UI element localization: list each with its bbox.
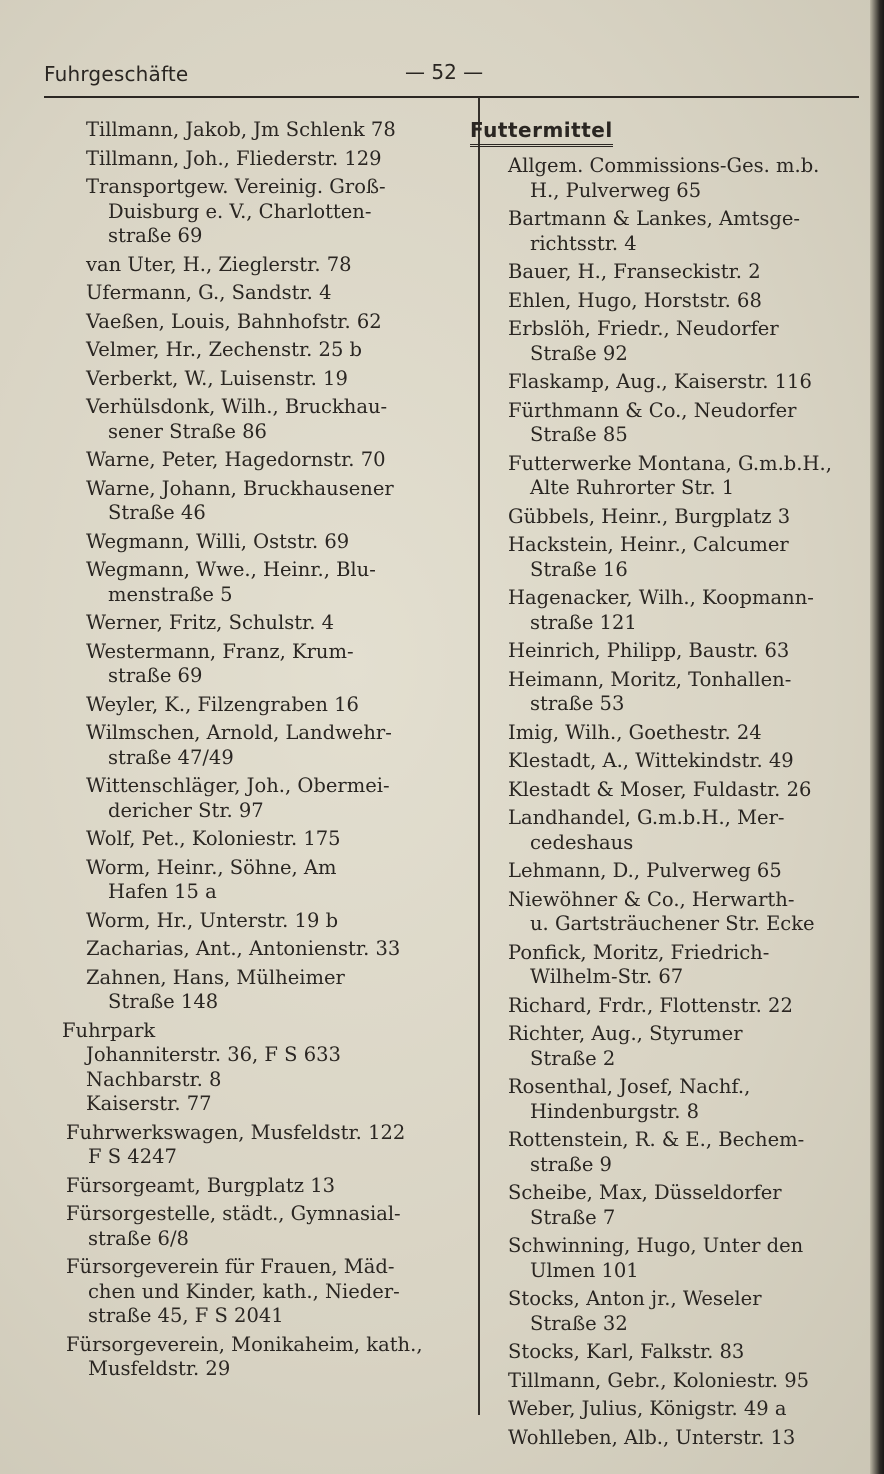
entry-continuation: Musfeldstr. 29 — [88, 1357, 231, 1380]
directory-entry — [508, 1397, 874, 1422]
entry-continuation: straße 9 — [530, 1152, 612, 1176]
left-tail-entries — [66, 1121, 458, 1382]
entry-line: Richter, Aug., Styrumer — [508, 1022, 743, 1045]
directory-entry — [86, 477, 458, 526]
entry-line: Stocks, Karl, Falkstr. 83 — [508, 1340, 745, 1363]
entry-line: Stocks, Anton jr., Weseler — [508, 1287, 762, 1310]
directory-entry — [86, 693, 458, 718]
entry-continuation: Hindenburgstr. 8 — [530, 1099, 700, 1123]
directory-entry — [86, 310, 458, 335]
entry-line: Hagenacker, Wilh., Koopmann- — [508, 586, 814, 609]
header-rule — [44, 96, 859, 98]
directory-entry — [86, 827, 458, 852]
entry-line: Schwinning, Hugo, Unter den — [508, 1234, 804, 1257]
directory-entry — [86, 118, 458, 143]
entry-line: Ehlen, Hugo, Horststr. 68 — [508, 288, 762, 312]
entry-line: Wittenschläger, Joh., Obermei- — [86, 774, 390, 797]
fuhrpark-address: Nachbarstr. 8 — [86, 1067, 222, 1091]
entry-line: Erbslöh, Friedr., Neudorfer — [508, 317, 779, 340]
entry-continuation: richtsstr. 4 — [530, 231, 637, 255]
entry-continuation: menstraße 5 — [108, 582, 233, 606]
directory-entry — [508, 1369, 874, 1394]
directory-entry — [508, 668, 874, 717]
directory-entry — [508, 994, 874, 1019]
directory-entry — [508, 1022, 874, 1071]
entry-line: Rosenthal, Josef, Nachf., — [508, 1075, 751, 1098]
entry-continuation: straße 69 — [108, 664, 203, 687]
directory-entry — [86, 448, 458, 473]
directory-entry — [508, 888, 874, 937]
directory-entry — [86, 611, 458, 636]
entry-line: Velmer, Hr., Zechenstr. 25 b — [86, 338, 363, 361]
directory-entry — [508, 260, 874, 285]
entry-continuation: Straße 85 — [530, 423, 628, 446]
entry-line: Weyler, K., Filzengraben 16 — [86, 692, 359, 716]
directory-entry — [66, 1255, 458, 1329]
entry-line: Verberkt, W., Luisenstr. 19 — [86, 366, 348, 390]
directory-entry — [86, 558, 458, 607]
entry-continuation: u. Gartsträuchener Str. Ecke — [530, 912, 815, 935]
entry-continuation: cedeshaus — [530, 830, 634, 854]
entry-continuation: Alte Ruhrorter Str. 1 — [530, 476, 735, 499]
entry-line: Flaskamp, Aug., Kaiserstr. 116 — [508, 370, 812, 393]
fuhrpark-lines — [62, 1043, 458, 1117]
fuhrpark-block — [62, 1019, 458, 1117]
entry-line: Gübbels, Heinr., Burgplatz 3 — [508, 504, 791, 528]
directory-entry — [508, 639, 874, 664]
directory-entry — [86, 395, 458, 444]
fuhrpark-address: Johanniterstr. 36, F S 633 — [86, 1043, 341, 1066]
directory-entry — [508, 778, 874, 803]
directory-entry — [508, 1181, 874, 1230]
entry-continuation: straße 53 — [530, 692, 625, 715]
entry-line: Vaeßen, Louis, Bahnhofstr. 62 — [86, 309, 382, 333]
entry-line: Bauer, H., Franseckistr. 2 — [508, 260, 761, 283]
entry-line: Niewöhner & Co., Herwarth- — [508, 887, 795, 911]
entry-line: Lehmann, D., Pulverweg 65 — [508, 859, 782, 882]
directory-entry — [508, 721, 874, 746]
entry-line: Westermann, Franz, Krum- — [86, 639, 354, 663]
entry-line: Weber, Julius, Königstr. 49 a — [508, 1397, 787, 1420]
directory-entry — [86, 774, 458, 823]
entry-line: Richard, Frdr., Flottenstr. 22 — [508, 993, 793, 1017]
entry-line: Zahnen, Hans, Mülheimer — [86, 965, 345, 989]
directory-entry — [508, 505, 874, 530]
entry-line: Heimann, Moritz, Tonhallen- — [508, 667, 792, 691]
entry-line: Landhandel, G.m.b.H., Mer- — [508, 806, 785, 829]
entry-line: Futterwerke Montana, G.m.b.H., — [508, 451, 832, 475]
entry-line: Fuhrwerkswagen, Musfeldstr. 122 — [66, 1120, 406, 1144]
entry-line: Fürsorgeamt, Burgplatz 13 — [66, 1173, 336, 1197]
entry-line: Tillmann, Jakob, Jm Schlenk 78 — [86, 118, 396, 141]
entry-continuation: Wilhelm-Str. 67 — [530, 965, 684, 988]
entry-line: Warne, Johann, Bruckhausener — [86, 476, 394, 500]
directory-entry — [508, 1426, 874, 1451]
directory-entry — [86, 909, 458, 934]
directory-entry — [508, 586, 874, 635]
entry-line: Worm, Hr., Unterstr. 19 b — [86, 908, 339, 932]
entry-line: Rottenstein, R. & E., Bechem- — [508, 1128, 805, 1151]
entry-line: Verhülsdonk, Wilh., Bruckhau- — [86, 395, 388, 418]
entry-continuation: Duisburg e. V., Charlotten- — [108, 199, 372, 223]
entry-continuation: F S 4247 — [88, 1145, 177, 1168]
right-column — [508, 154, 874, 1454]
running-header-section: Fuhrgeschäfte — [44, 62, 189, 86]
entry-line: Wilmschen, Arnold, Landwehr- — [86, 721, 392, 744]
fuhrpark-address: Kaiserstr. 77 — [86, 1092, 212, 1115]
entry-line: Scheibe, Max, Düsseldorfer — [508, 1181, 782, 1204]
directory-entry — [508, 1075, 874, 1124]
entry-line: Fürsorgeverein, Monikaheim, kath., — [66, 1332, 423, 1356]
entry-continuation: Straße 16 — [530, 557, 628, 581]
entry-continuation: Ulmen 101 — [530, 1258, 639, 1282]
entry-continuation: Straße 32 — [530, 1311, 628, 1335]
directory-entry — [508, 1340, 874, 1365]
entry-continuation: H., Pulverweg 65 — [530, 178, 702, 202]
section-heading-futtermittel: Futtermittel — [470, 118, 613, 147]
entry-line: Fürsorgestelle, städt., Gymnasial- — [66, 1202, 401, 1225]
entry-line: Tillmann, Joh., Fliederstr. 129 — [86, 146, 382, 170]
entry-continuation: Straße 2 — [530, 1046, 616, 1070]
entry-line: Klestadt & Moser, Fuldastr. 26 — [508, 777, 812, 801]
entry-continuation: straße 69 — [108, 224, 203, 247]
entry-continuation: Straße 7 — [530, 1205, 616, 1229]
entry-continuation: sener Straße 86 — [108, 419, 267, 443]
directory-entry — [508, 1128, 874, 1177]
entry-continuation: straße 121 — [530, 610, 637, 634]
directory-entry — [86, 530, 458, 555]
directory-entry — [508, 806, 874, 855]
entry-line: Zacharias, Ant., Antonienstr. 33 — [86, 937, 401, 960]
entry-line: Werner, Fritz, Schulstr. 4 — [86, 611, 335, 634]
entry-line: Klestadt, A., Wittekindstr. 49 — [508, 749, 794, 772]
entry-line: Heinrich, Philipp, Baustr. 63 — [508, 639, 790, 662]
directory-entry — [86, 937, 458, 962]
directory-entry — [86, 253, 458, 278]
entry-line: Wohlleben, Alb., Unterstr. 13 — [508, 1425, 796, 1449]
entry-continuation: dericher Str. 97 — [108, 798, 264, 822]
directory-entry — [508, 317, 874, 366]
directory-entry — [508, 859, 874, 884]
entry-line: Transportgew. Vereinig. Groß- — [86, 175, 386, 198]
entry-line: Tillmann, Gebr., Koloniestr. 95 — [508, 1368, 810, 1392]
directory-entry — [508, 941, 874, 990]
directory-entry — [66, 1174, 458, 1199]
directory-entry — [86, 281, 458, 306]
entry-line: Ponfick, Moritz, Friedrich- — [508, 940, 770, 964]
directory-entry — [508, 370, 874, 395]
directory-entry — [508, 749, 874, 774]
left-column — [62, 118, 458, 1386]
entry-continuation: Hafen 15 a — [108, 880, 217, 903]
entry-line: Wegmann, Wwe., Heinr., Blu- — [86, 558, 376, 581]
entry-line: Wolf, Pet., Koloniestr. 175 — [86, 827, 341, 850]
entry-line: Hackstein, Heinr., Calcumer — [508, 533, 789, 556]
entry-continuation: Straße 148 — [108, 990, 219, 1013]
right-entries — [508, 154, 874, 1450]
entry-continuation: Straße 46 — [108, 501, 206, 524]
directory-entry — [66, 1121, 458, 1170]
page-number: — 52 — — [405, 60, 484, 84]
directory-entry — [508, 399, 874, 448]
entry-continuation: straße 6/8 — [88, 1226, 189, 1250]
directory-entry — [86, 721, 458, 770]
directory-entry — [86, 147, 458, 172]
column-divider — [478, 97, 480, 1415]
directory-entry — [86, 338, 458, 363]
directory-entry — [508, 1287, 874, 1336]
book-gutter — [870, 0, 884, 1474]
directory-entry — [508, 289, 874, 314]
entry-line: Worm, Heinr., Söhne, Am — [86, 855, 337, 879]
directory-entry — [508, 452, 874, 501]
entry-line: Ufermann, G., Sandstr. 4 — [86, 281, 332, 304]
directory-entry — [508, 1234, 874, 1283]
left-entries — [86, 118, 458, 1015]
directory-entry — [508, 207, 874, 256]
fuhrpark-heading: Fuhrpark — [62, 1018, 156, 1042]
entry-line: Imig, Wilh., Goethestr. 24 — [508, 720, 762, 744]
directory-entry — [66, 1333, 458, 1382]
entry-line: Fürsorgeverein für Frauen, Mäd- — [66, 1255, 395, 1278]
entry-line: van Uter, H., Zieglerstr. 78 — [86, 252, 352, 276]
entry-line: Warne, Peter, Hagedornstr. 70 — [86, 448, 386, 471]
directory-entry — [86, 367, 458, 392]
entry-continuation: straße 47/49 — [108, 745, 234, 769]
entry-line: Bartmann & Lankes, Amtsge- — [508, 207, 801, 230]
directory-entry — [86, 966, 458, 1015]
entry-continuation: straße 45, F S 2041 — [88, 1304, 284, 1327]
entry-continuation: Straße 92 — [530, 341, 628, 365]
entry-continuation: chen und Kinder, kath., Nieder- — [88, 1279, 400, 1303]
directory-entry — [508, 154, 874, 203]
directory-entry — [66, 1202, 458, 1251]
directory-entry — [86, 640, 458, 689]
directory-entry — [86, 175, 458, 249]
entry-line: Allgem. Commissions-Ges. m.b. — [508, 154, 820, 177]
entry-line: Fürthmann & Co., Neudorfer — [508, 398, 797, 422]
entry-line: Wegmann, Willi, Oststr. 69 — [86, 529, 350, 553]
directory-entry — [508, 533, 874, 582]
directory-entry — [86, 856, 458, 905]
